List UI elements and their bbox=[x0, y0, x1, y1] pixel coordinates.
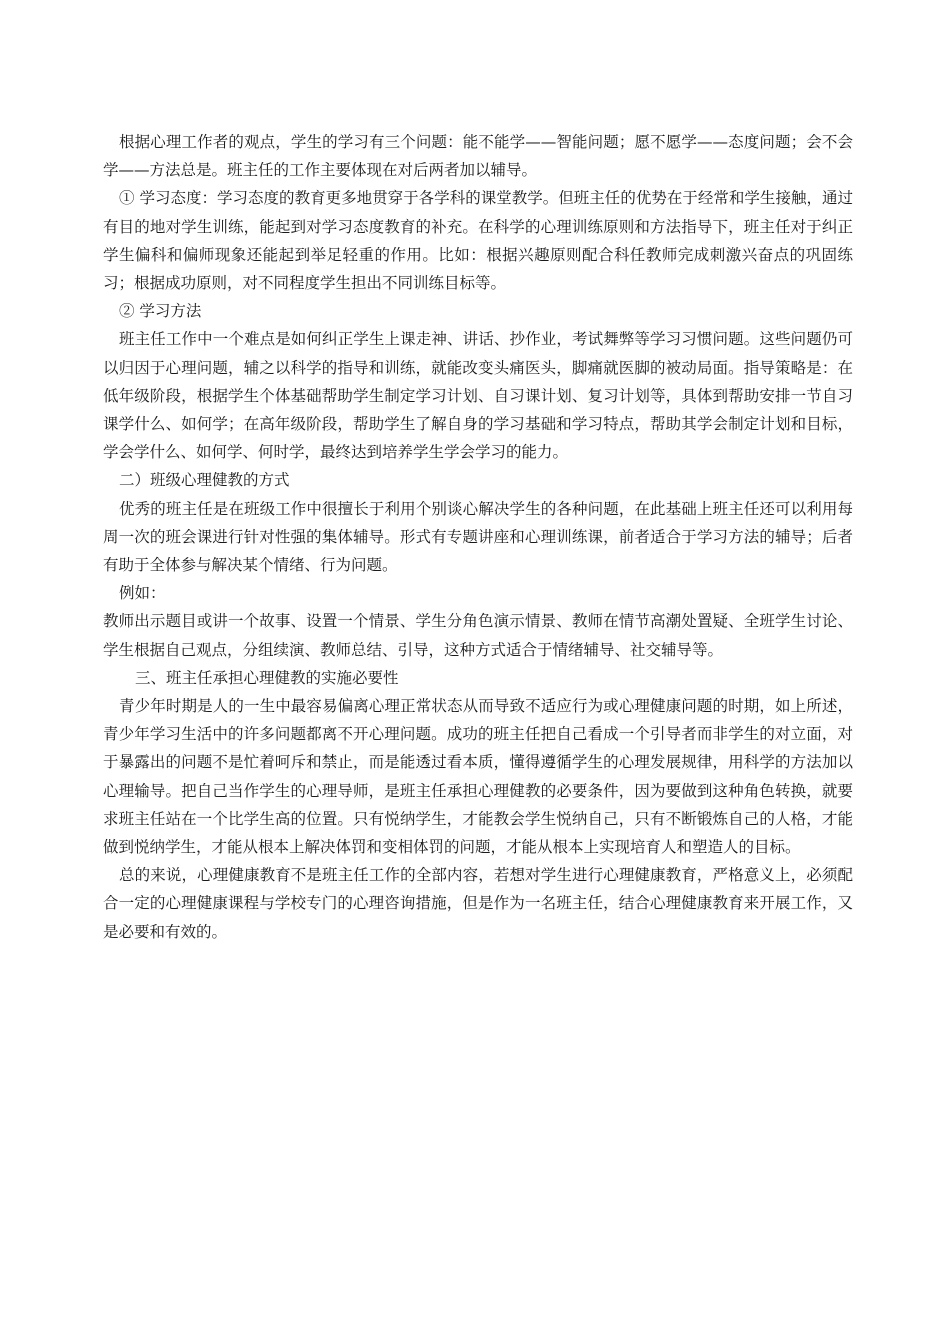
heading-learning-method: ② 学习方法 bbox=[119, 302, 202, 321]
paragraph-learning-attitude: ① 学习态度：学习态度的教育更多地贯穿于各学科的课堂教学。但班主任的优势在于经常和学生接触，通过有目的地对学生训练，能起到对学习态度教育的补充。在科学的心理训练原则和方法指导下，班主任对于纠正学生偏科和偏师现象还能起到举足轻重的作用。比如：根据兴趣原则配合科任教师完成刺激兴奋点的巩固练习；根据成功原则，对不同程度学生担出不同训练目标等。 bbox=[103, 189, 853, 293]
paragraph-learning-method: 班主任工作中一个难点是如何纠正学生上课走神、讲话、抄作业，考试舞弊等学习习惯问题。这些问题仍可以归因于心理问题，辅之以科学的指导和训练，就能改变头痛医头，脚痛就医脚的被动局面。指导策略是：在低年级阶段，根据学生个体基础帮助学生制定学习计划、自习课计划、复习计划等，具体到帮助安排一节自习课学什么、如何学；在高年级阶段，帮助学生了解自身的学习基础和学习特点，帮助其学会制定计划和目标，学会学什么、如何学、何时学，最终达到培养学生学会学习的能力。 bbox=[103, 330, 853, 462]
paragraph-class-methods: 优秀的班主任是在班级工作中很擅长于利用个别谈心解决学生的各种问题，在此基础上班主任还可以利用每周一次的班会课进行针对性强的集体辅导。形式有专题讲座和心理训练课，前者适合于学习方法的辅导；后者有助于全体参与解决某个情绪、行为问题。 bbox=[103, 499, 853, 575]
paragraph-necessity: 青少年时期是人的一生中最容易偏离心理正常状态从而导致不适应行为或心理健康问题的时期，如上所述，青少年学习生活中的许多问题都离不开心理问题。成功的班主任把自己看成一个引导者而非学生的对立面，对于暴露出的问题不是忙着呵斥和禁止，而是能透过看本质，懂得遵循学生的心理发展规律，用科学的方法加以心理输导。把自己当作学生的心理导师，是班主任承担心理健教的必要条件，因为要做到这种角色转换，就要求班主任站在一个比学生高的位置。只有悦纳学生，才能教会学生悦纳自己，只有不断锻炼自己的人格，才能做到悦纳学生，才能从根本上解决体罚和变相体罚的问题，才能从根本上实现培育人和塑造人的目标。 bbox=[103, 697, 853, 857]
heading-necessity: 三、班主任承担心理健教的实施必要性 bbox=[135, 668, 399, 687]
heading-class-methods: 二）班级心理健教的方式 bbox=[119, 471, 290, 490]
paragraph-learning-problems: 根据心理工作者的观点，学生的学习有三个问题：能不能学——智能问题；愿不愿学——态度问题；会不会学——方法总是。班主任的工作主要体现在对后两者加以辅导。 bbox=[103, 133, 853, 180]
label-example: 例如： bbox=[119, 584, 166, 603]
document-body bbox=[103, 128, 853, 946]
paragraph-example: 教师出示题目或讲一个故事、设置一个情景、学生分角色演示情景、教师在情节高潮处置疑、全班学生讨论、学生根据自己观点，分组续演、教师总结、引导，这种方式适合于情绪辅导、社交辅导等。 bbox=[103, 612, 853, 659]
paragraph-conclusion: 总的来说，心理健康教育不是班主任工作的全部内容，若想对学生进行心理健康教育，严格意义上，必须配合一定的心理健康课程与学校专门的心理咨询措施，但是作为一名班主任，结合心理健康教育来开展工作，又是必要和有效的。 bbox=[103, 866, 853, 941]
